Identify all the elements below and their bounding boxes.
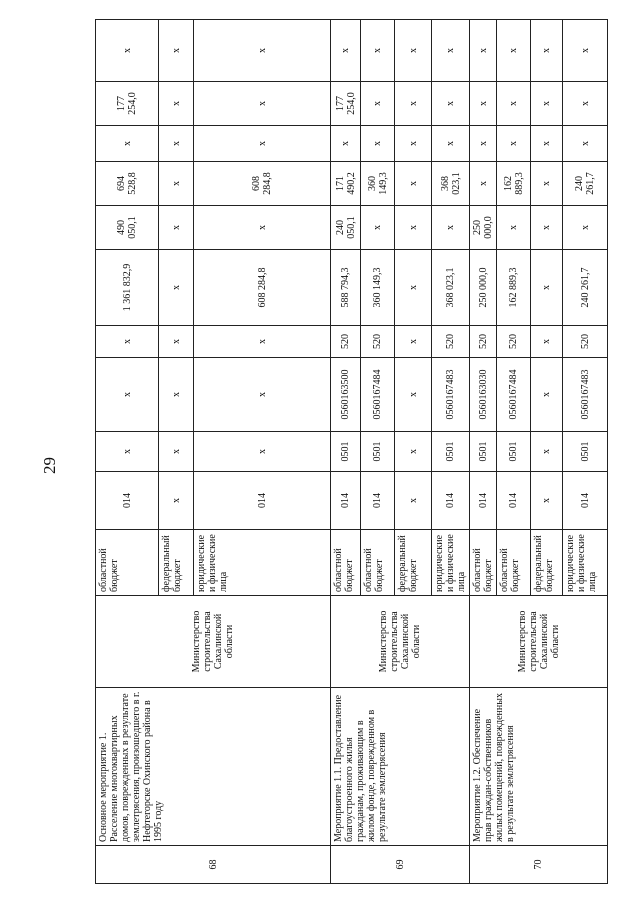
funding-source-cell: областной бюджет [361, 530, 395, 596]
amount-year1-cell: 250 000,0 [470, 206, 497, 250]
section-cell: 0501 [432, 432, 470, 472]
grbs-cell: 014 [361, 472, 395, 530]
funding-source-cell: федеральный бюджет [159, 530, 194, 596]
section-cell: х [531, 432, 563, 472]
amount-year2-cell: 694 528,8 [96, 162, 159, 206]
grbs-cell: 014 [497, 472, 531, 530]
amount-year5-cell: х [361, 20, 395, 82]
section-cell: х [159, 432, 194, 472]
target-article-cell: 0560167484 [497, 358, 531, 432]
target-article-cell: 0560163030 [470, 358, 497, 432]
total-amount-cell: 608 284,8 [194, 250, 331, 326]
amount-year5-cell: х [470, 20, 497, 82]
expense-type-cell: 520 [563, 326, 608, 358]
target-article-cell: 0560167484 [361, 358, 395, 432]
amount-year3-cell: х [497, 126, 531, 162]
expense-type-cell: х [531, 326, 563, 358]
amount-year2-cell: х [531, 162, 563, 206]
target-article-cell: х [159, 358, 194, 432]
table-row [470, 20, 497, 884]
target-article-cell: х [531, 358, 563, 432]
amount-year1-cell: х [497, 206, 531, 250]
grbs-cell: 014 [470, 472, 497, 530]
amount-year5-cell: х [395, 20, 432, 82]
section-cell: 0501 [470, 432, 497, 472]
section-cell: 0501 [331, 432, 361, 472]
amount-year4-cell: х [470, 82, 497, 126]
amount-year1-cell: х [159, 206, 194, 250]
amount-year4-cell: х [432, 82, 470, 126]
amount-year5-cell: х [563, 20, 608, 82]
funding-source-cell: юридические и физические лица [563, 530, 608, 596]
amount-year4-cell: х [159, 82, 194, 126]
amount-year4-cell: х [395, 82, 432, 126]
funding-source-cell: юридические и физические лица [194, 530, 331, 596]
amount-year1-cell: х [531, 206, 563, 250]
amount-year2-cell: 360 149,3 [361, 162, 395, 206]
table-row [331, 20, 361, 884]
expense-type-cell: 520 [361, 326, 395, 358]
executor-cell: Министерство строительства Сахалинской области [470, 596, 608, 688]
total-amount-cell: 368 023,1 [432, 250, 470, 326]
total-amount-cell: 162 889,3 [497, 250, 531, 326]
funding-source-cell: областной бюджет [331, 530, 361, 596]
amount-year4-cell: х [497, 82, 531, 126]
amount-year3-cell: х [96, 126, 159, 162]
executor-cell: Министерство строительства Сахалинской области [96, 596, 331, 688]
section-cell: х [96, 432, 159, 472]
activity-name-cell: Мероприятие 1.2. Обеспечение прав граждан-собственников жилых помещений, поврежденных в результате землетрясения [470, 688, 608, 846]
grbs-cell: 014 [194, 472, 331, 530]
amount-year3-cell: х [395, 126, 432, 162]
amount-year5-cell: х [194, 20, 331, 82]
target-article-cell: х [194, 358, 331, 432]
page-number: 29 [40, 457, 59, 474]
total-amount-cell: 360 149,3 [361, 250, 395, 326]
expense-type-cell: х [159, 326, 194, 358]
expense-type-cell: 520 [432, 326, 470, 358]
activity-name-cell: Мероприятие 1.1. Предоставление благоустроенного жилья гражданам, проживающим в жилом фонде, поврежденном в результате землетрясения [331, 688, 470, 846]
section-cell: 0501 [497, 432, 531, 472]
target-article-cell: х [395, 358, 432, 432]
section-cell: 0501 [563, 432, 608, 472]
expense-type-cell: х [96, 326, 159, 358]
funding-source-cell: областной бюджет [497, 530, 531, 596]
total-amount-cell: 1 361 832,9 [96, 250, 159, 326]
target-article-cell: 0560167483 [563, 358, 608, 432]
amount-year1-cell: 490 050,1 [96, 206, 159, 250]
expense-type-cell: 520 [497, 326, 531, 358]
expense-type-cell: 520 [331, 326, 361, 358]
total-amount-cell: х [531, 250, 563, 326]
amount-year3-cell: х [194, 126, 331, 162]
amount-year1-cell: х [194, 206, 331, 250]
amount-year2-cell: 608 284,8 [194, 162, 331, 206]
target-article-cell: х [96, 358, 159, 432]
amount-year1-cell: х [563, 206, 608, 250]
amount-year4-cell: 177 254,0 [331, 82, 361, 126]
funding-source-cell: федеральный бюджет [531, 530, 563, 596]
amount-year4-cell: х [563, 82, 608, 126]
amount-year3-cell: х [531, 126, 563, 162]
amount-year4-cell: х [531, 82, 563, 126]
executor-cell: Министерство строительства Сахалинской области [331, 596, 470, 688]
amount-year4-cell: х [194, 82, 331, 126]
funding-source-cell: областной бюджет [470, 530, 497, 596]
amount-year5-cell: х [331, 20, 361, 82]
amount-year2-cell: х [470, 162, 497, 206]
amount-year1-cell: х [395, 206, 432, 250]
amount-year2-cell: 240 261,7 [563, 162, 608, 206]
grbs-cell: х [159, 472, 194, 530]
amount-year3-cell: х [432, 126, 470, 162]
total-amount-cell: 588 794,3 [331, 250, 361, 326]
funding-source-cell: областной бюджет [96, 530, 159, 596]
row-number-cell: 68 [96, 846, 331, 884]
total-amount-cell: 240 261,7 [563, 250, 608, 326]
section-cell: х [395, 432, 432, 472]
amount-year3-cell: х [563, 126, 608, 162]
amount-year2-cell: х [395, 162, 432, 206]
amount-year4-cell: х [361, 82, 395, 126]
activity-name-cell: Основное мероприятие 1. Расселение многоквартирных домов, поврежденных в результате землетрясения, произошедшего в г. Нефтегорске Охинского района в 1995 году [96, 688, 331, 846]
amount-year1-cell: 240 050,1 [331, 206, 361, 250]
amount-year5-cell: х [531, 20, 563, 82]
amount-year5-cell: х [159, 20, 194, 82]
grbs-cell: 014 [563, 472, 608, 530]
funding-source-cell: юридические и физические лица [432, 530, 470, 596]
row-number-cell: 70 [470, 846, 608, 884]
total-amount-cell: 250 000,0 [470, 250, 497, 326]
target-article-cell: 0560163500 [331, 358, 361, 432]
funding-source-cell: федеральный бюджет [395, 530, 432, 596]
grbs-cell: 014 [331, 472, 361, 530]
row-number-cell: 69 [331, 846, 470, 884]
amount-year1-cell: х [432, 206, 470, 250]
expense-type-cell: х [395, 326, 432, 358]
amount-year3-cell: х [470, 126, 497, 162]
grbs-cell: х [395, 472, 432, 530]
grbs-cell: 014 [96, 472, 159, 530]
amount-year2-cell: 368 023,1 [432, 162, 470, 206]
amount-year2-cell: 171 490,2 [331, 162, 361, 206]
amount-year3-cell: х [159, 126, 194, 162]
amount-year2-cell: 162 889,3 [497, 162, 531, 206]
expense-type-cell: х [194, 326, 331, 358]
budget-table [95, 19, 608, 884]
amount-year5-cell: х [432, 20, 470, 82]
expense-type-cell: 520 [470, 326, 497, 358]
grbs-cell: х [531, 472, 563, 530]
table-row [96, 20, 159, 884]
total-amount-cell: х [395, 250, 432, 326]
amount-year5-cell: х [497, 20, 531, 82]
amount-year3-cell: х [331, 126, 361, 162]
amount-year1-cell: х [361, 206, 395, 250]
amount-year4-cell: 177 254,0 [96, 82, 159, 126]
amount-year3-cell: х [361, 126, 395, 162]
total-amount-cell: х [159, 250, 194, 326]
section-cell: 0501 [361, 432, 395, 472]
budget-table-rotated [95, 20, 598, 884]
amount-year5-cell: х [96, 20, 159, 82]
target-article-cell: 0560167483 [432, 358, 470, 432]
grbs-cell: 014 [432, 472, 470, 530]
amount-year2-cell: х [159, 162, 194, 206]
section-cell: х [194, 432, 331, 472]
